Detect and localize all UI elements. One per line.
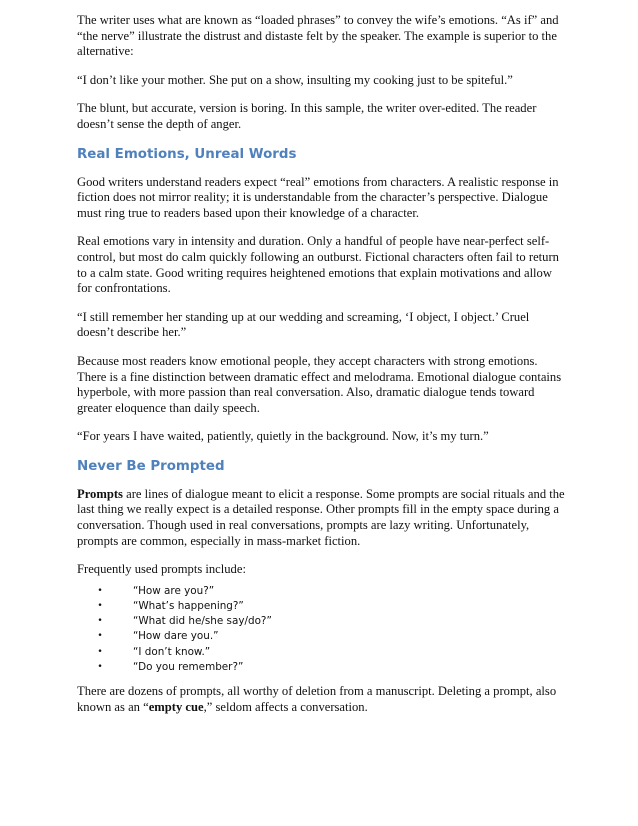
list-item xyxy=(95,599,565,614)
paragraph-empty-cue-start: There are dozens of prompts, all worthy of deletion from a manuscript. Deleting a prompt, also known as an “ xyxy=(77,684,557,714)
list-item xyxy=(95,660,565,675)
quote-my-turn: “For years I have waited, patiently, quietly in the background. Now, it’s my turn.” xyxy=(77,429,489,444)
prompts-list xyxy=(77,584,565,675)
list-item-text: “I don’t know.” xyxy=(133,645,211,658)
list-item xyxy=(95,614,565,629)
quote-wedding: “I still remember her standing up at our wedding and screaming, ‘I object, I object.’ Cruel doesn’t describe her.” xyxy=(77,309,530,340)
list-item-text: “Do you remember?” xyxy=(133,660,244,673)
list-item-text: “How are you?” xyxy=(133,584,215,597)
bullet-icon: • xyxy=(97,646,103,657)
paragraph-loaded-phrases: The writer uses what are known as “loaded phrases” to convey the wife’s emotions. “As if” and “the nerve” illustrate the distrust and distaste felt by the speaker. The example is superior to the alternative: xyxy=(77,13,559,59)
bullet-icon: • xyxy=(97,631,103,642)
bullet-icon: • xyxy=(97,585,103,596)
paragraph-empty-cue-end: ,” seldom affects a conversation. xyxy=(203,699,368,714)
heading-never-be-prompted: Never Be Prompted xyxy=(77,458,225,474)
list-item xyxy=(95,584,565,599)
term-prompts: Prompts xyxy=(77,486,123,501)
heading-real-emotions: Real Emotions, Unreal Words xyxy=(77,146,297,162)
paragraph-prompts-text: are lines of dialogue meant to elicit a response. Some prompts are social rituals and the last thing we really expect is a detailed response. Other prompts fill in the empty space during a conversation. Though used in real conversations, prompts are lazy writing. Unfortunately, prompts are common, especially in mass-market fiction. xyxy=(77,486,565,548)
paragraph-prompts xyxy=(77,487,565,549)
bullet-icon: • xyxy=(97,616,103,627)
list-item-text: “How dare you.” xyxy=(133,630,219,643)
document-body xyxy=(77,13,565,728)
list-item-text: “What did he/she say/do?” xyxy=(133,615,272,628)
list-item-text: “What’s happening?” xyxy=(133,600,244,613)
list-item xyxy=(95,629,565,644)
term-empty-cue: empty cue xyxy=(148,699,204,714)
paragraph-blunt-version: The blunt, but accurate, version is boring. In this sample, the writer over-edited. The reader doesn’t sense the depth of anger. xyxy=(77,101,537,131)
bullet-icon: • xyxy=(97,601,103,612)
paragraph-real-emotions: Real emotions vary in intensity and duration. Only a handful of people have near-perfect self-control, but most do calm quickly following an outburst. Fictional characters often fail to return to a calm state. Good writing requires heightened emotions that explain motivations and allow for confrontations. xyxy=(77,234,559,296)
list-item xyxy=(95,645,565,660)
bullet-icon: • xyxy=(97,661,103,672)
quote-mother: “I don’t like your mother. She put on a show, insulting my cooking just to be spiteful.” xyxy=(77,72,513,87)
paragraph-empty-cue xyxy=(77,684,565,715)
paragraph-good-writers: Good writers understand readers expect “real” emotions from characters. A realistic response in fiction does not mirror reality; it is understandable from the character’s perspective. Dialogue must ring true to readers based upon their knowledge of a character. xyxy=(77,174,559,220)
paragraph-emotional-people: Because most readers know emotional people, they accept characters with strong emotions. There is a fine distinction between dramatic effect and melodrama. Emotional dialogue contains hyperbole, with more passion than real conversation. Also, dramatic dialogue tends toward greater eloquence than daily speech. xyxy=(77,353,562,415)
paragraph-frequent-prompts: Frequently used prompts include: xyxy=(77,562,246,577)
